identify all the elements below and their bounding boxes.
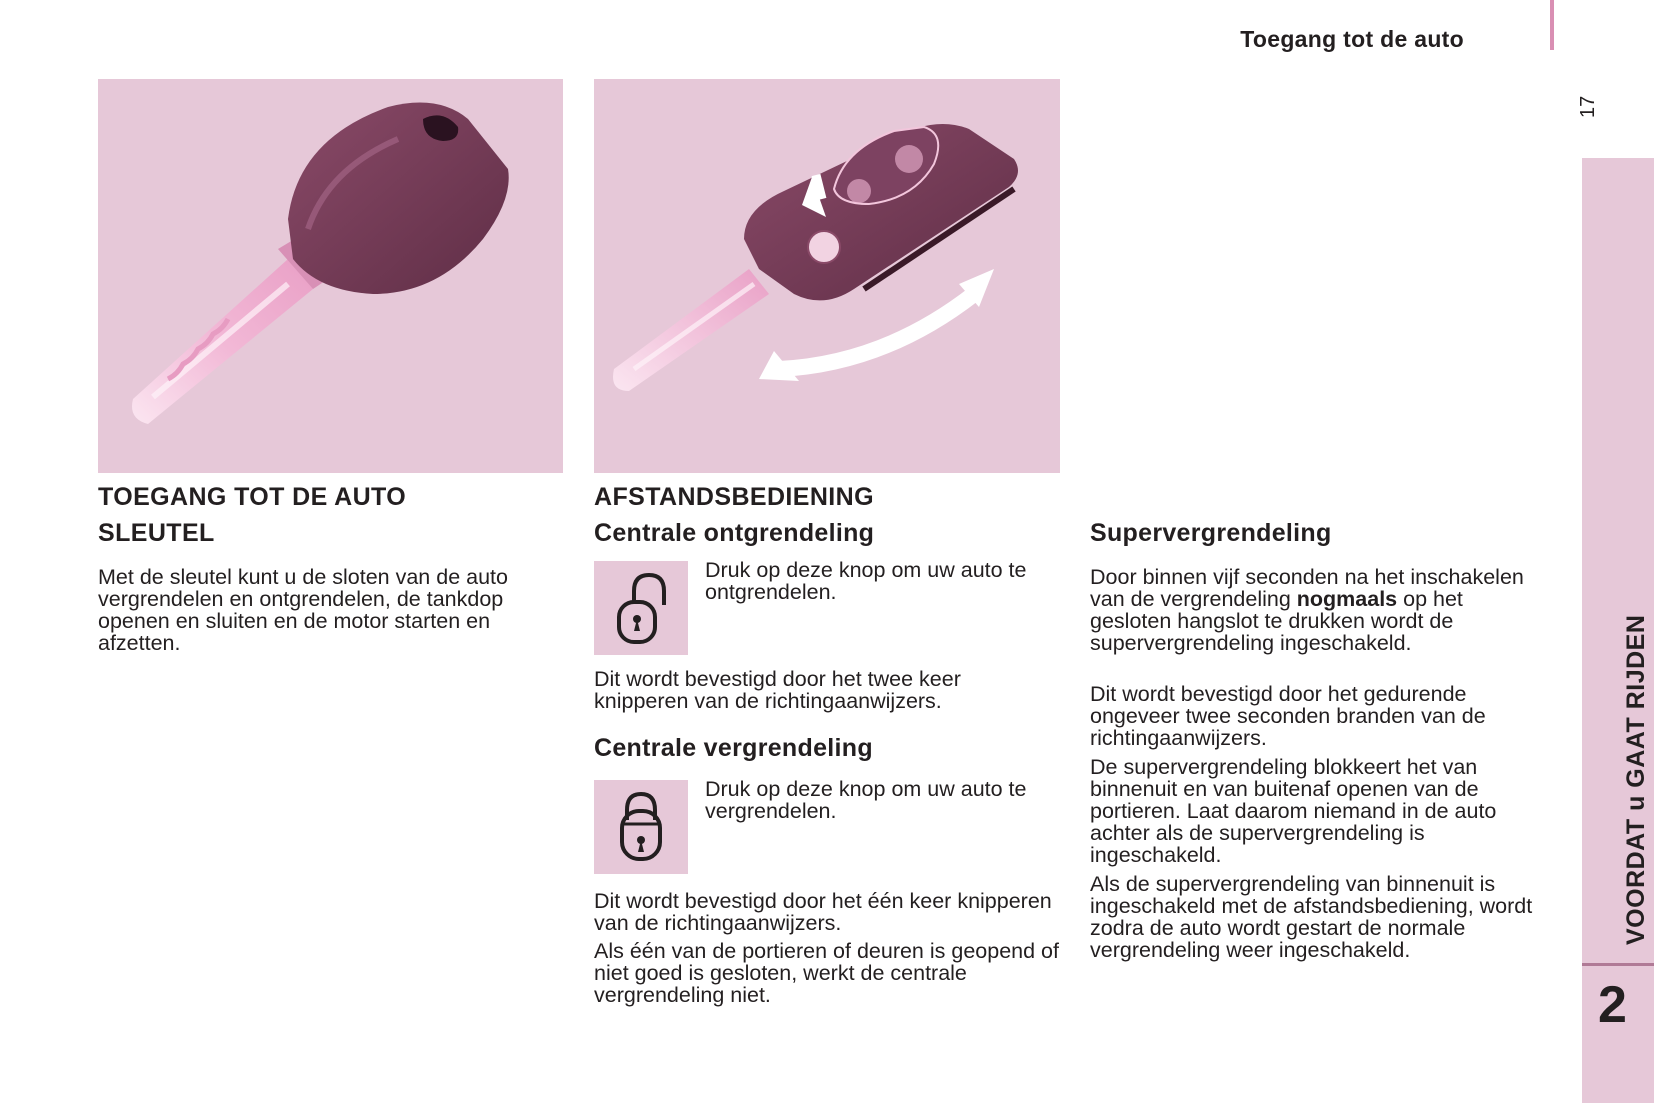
remote-key-illustration: [594, 79, 1060, 473]
lock-confirmation: Dit wordt bevestigd door het één keer knipperen van de richtingaanwijzers.: [594, 889, 1052, 935]
lock-note: Als één van de portieren of deuren is geopend of niet goed is gesloten, werkt de centrale vergrendeling niet.: [594, 939, 1059, 1007]
lock-heading: Centrale vergrendeling: [594, 734, 873, 762]
deadlock-paragraph-4: Als de supervergrendeling van binnenuit is ingeschakeld met de afstandsbediening, wordt zodra de auto wordt gestart de normale vergrendeling weer ingeschakeld.: [1090, 872, 1533, 962]
key-description: Met de sleutel kunt u de sloten van de auto vergrendelen en ontgrendelen, de tankdop openen en sluiten en de motor starten en afzetten.: [98, 565, 508, 655]
page-number: 17: [1577, 95, 1599, 118]
locked-padlock-icon: [594, 780, 688, 874]
unlocked-padlock-icon: [594, 561, 688, 655]
deadlock-paragraph-1: Door binnen vijf seconden na het inschakelen van de vergrendeling nogmaals op het gesloten hangslot te drukken wordt de supervergrendeling ingeschakeld.: [1090, 565, 1524, 655]
key-illustration: [98, 79, 563, 473]
section-subtitle-key: SLEUTEL: [98, 519, 215, 547]
deadlock-paragraph-2: Dit wordt bevestigd door het gedurende ongeveer twee seconden branden van de richtingaanwijzers.: [1090, 682, 1486, 750]
unlock-confirmation: Dit wordt bevestigd door het twee keer knipperen van de richtingaanwijzers.: [594, 667, 961, 713]
lock-instruction: Druk op deze knop om uw auto te vergrendelen.: [705, 777, 1027, 823]
deadlock-heading: Supervergrendeling: [1090, 519, 1332, 547]
chapter-divider: [1582, 963, 1654, 966]
unlock-heading: Centrale ontgrendeling: [594, 519, 875, 547]
page-header-title: Toegang tot de auto: [1240, 26, 1464, 52]
chapter-title: VOORDAT u GAAT RIJDEN: [1622, 614, 1650, 945]
unlock-instruction: Druk op deze knop om uw auto te ontgrendelen.: [705, 558, 1027, 604]
section-title-access: TOEGANG TOT DE AUTO: [98, 483, 407, 511]
deadlock-paragraph-3: De supervergrendeling blokkeert het van binnenuit en van buitenaf openen van de portieren. Laat daarom niemand in de auto achter als de supervergrendeling is ingeschakeld.: [1090, 755, 1497, 867]
chapter-number: 2: [1598, 976, 1627, 1034]
header-divider: [1550, 0, 1554, 50]
section-title-remote: AFSTANDSBEDIENING: [594, 483, 874, 511]
